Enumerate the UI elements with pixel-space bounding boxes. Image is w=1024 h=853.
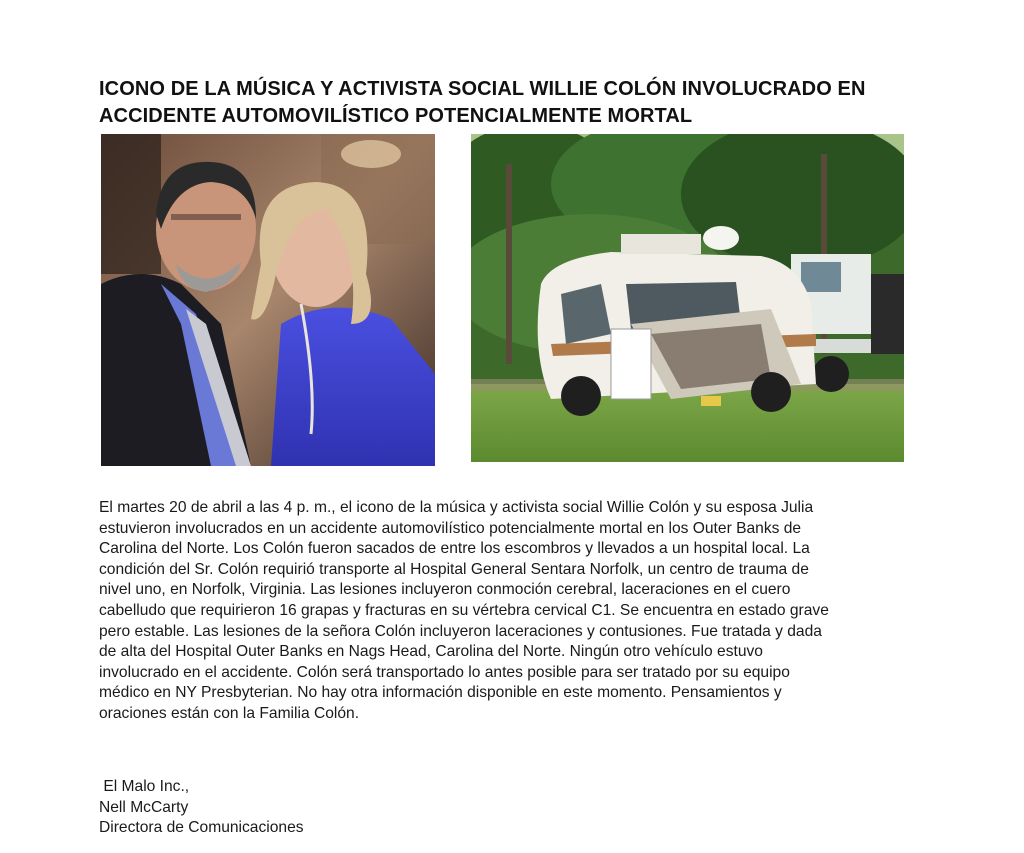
couple-photo: [101, 134, 435, 466]
body-line: El martes 20 de abril a las 4 p. m., el icono de la música y activista social Willie Colón y su esposa Julia: [99, 499, 814, 516]
body-line: oraciones están con la Familia Colón.: [99, 704, 360, 722]
body-line: de alta del Hospital Outer Banks en Nags Head, Carolina del Norte. Ningún otro vehículo estuvo: [99, 643, 763, 661]
signature-title: Directora de Comunicaciones: [99, 819, 304, 837]
signature-block: [99, 777, 499, 839]
accident-van-photo: [471, 134, 904, 462]
body-line: Carolina del Norte. Los Colón fueron sacados de entre los escombros y llevados a un hospital local. La: [99, 540, 810, 558]
couple-photo-illustration: [101, 134, 435, 466]
headline: [99, 76, 959, 130]
body-line: nivel uno, en Norfolk, Virginia. Las lesiones incluyeron conmoción cerebral, laceraciones en el cuero: [99, 581, 791, 599]
headline-line-2: ACCIDENTE AUTOMOVILÍSTICO POTENCIALMENTE MORTAL: [99, 105, 693, 127]
accident-van-illustration: [471, 134, 904, 462]
body-line: pero estable. Las lesiones de la señora Colón incluyeron laceraciones y contusiones. Fue tratada y dada: [99, 622, 822, 640]
signature-org: El Malo Inc.,: [99, 778, 190, 795]
body-line: estuvieron involucrados en un accidente automovilístico potencialmente mortal en los Outer Banks de: [99, 519, 802, 537]
headline-line-1: ICONO DE LA MÚSICA Y ACTIVISTA SOCIAL WILLIE COLÓN INVOLUCRADO EN: [99, 78, 866, 100]
signature-name: Nell McCarty: [99, 798, 189, 816]
body-line: involucrado en el accidente. Colón será transportado lo antes posible para ser tratado por su equipo: [99, 663, 790, 681]
body-line: cabelludo que requirieron 16 grapas y fracturas en su vértebra cervical C1. Se encuentra en estado grave: [99, 601, 829, 619]
body-line: condición del Sr. Colón requirió transporte al Hospital General Sentara Norfolk, un centro de trauma de: [99, 560, 809, 578]
article-body: [99, 498, 929, 725]
body-line: médico en NY Presbyterian. No hay otra información disponible en este momento. Pensamientos y: [99, 684, 782, 702]
